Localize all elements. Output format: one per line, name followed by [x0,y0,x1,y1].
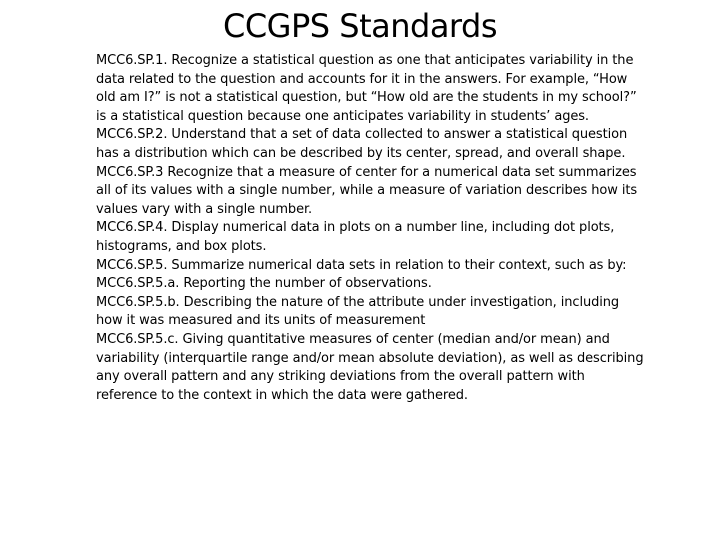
standard-item [96,52,644,126]
standard-text: Display numerical data in plots on a number line, including dot plots, histograms, and box plots. [96,220,615,254]
standard-code: MCC6.SP.5.b. [96,294,180,310]
standard-code: MCC6.SP.5.a. [96,276,180,292]
standard-code: MCC6.SP.5.c. [96,331,179,347]
standard-item [96,257,644,276]
standard-text: Describing the nature of the attribute under investigation, including how it was measured and its units of measurement [96,294,620,329]
standard-item [96,294,644,331]
standard-text: Understand that a set of data collected to answer a statistical question has a distribution which can be described by its center, spread, and overall shape. [96,127,628,161]
standard-code: MCC6.SP.3 [96,164,164,180]
standard-item [96,126,644,163]
slide-title: CCGPS Standards [222,7,497,45]
standard-text: Recognize that a measure of center for a numerical data set summarizes all of its values with a single number, while a measure of variation describes how its values vary with a single number. [96,164,637,217]
standard-code: MCC6.SP.1. [96,53,168,68]
standard-code: MCC6.SP.4. [96,220,168,236]
standard-item [96,164,644,220]
standard-code: MCC6.SP.5. [96,257,168,273]
standard-text: Giving quantitative measures of center (median and/or mean) and variability (interquartile range and/or mean absolute deviation), as well as describing any overall pattern and any striking deviations from the overall pattern with reference to the context in which the data were gathered. [96,331,644,403]
standard-text: Reporting the number of observations. [179,276,432,292]
standard-item [96,219,644,256]
standard-text: Recognize a statistical question as one that anticipates variability in the data related to the question and accounts for it in the answers. For example, “How old am I?” is not a statistical question, but “How old are the students in my school?” is a statistical question because one anticipates variability in students’ ages. [96,53,637,124]
standard-text: Summarize numerical data sets in relation to their context, such as by: [167,257,627,273]
standard-code: MCC6.SP.2. [96,127,168,143]
standards-list [96,52,644,405]
standard-item [96,331,644,405]
standard-item [96,275,644,294]
